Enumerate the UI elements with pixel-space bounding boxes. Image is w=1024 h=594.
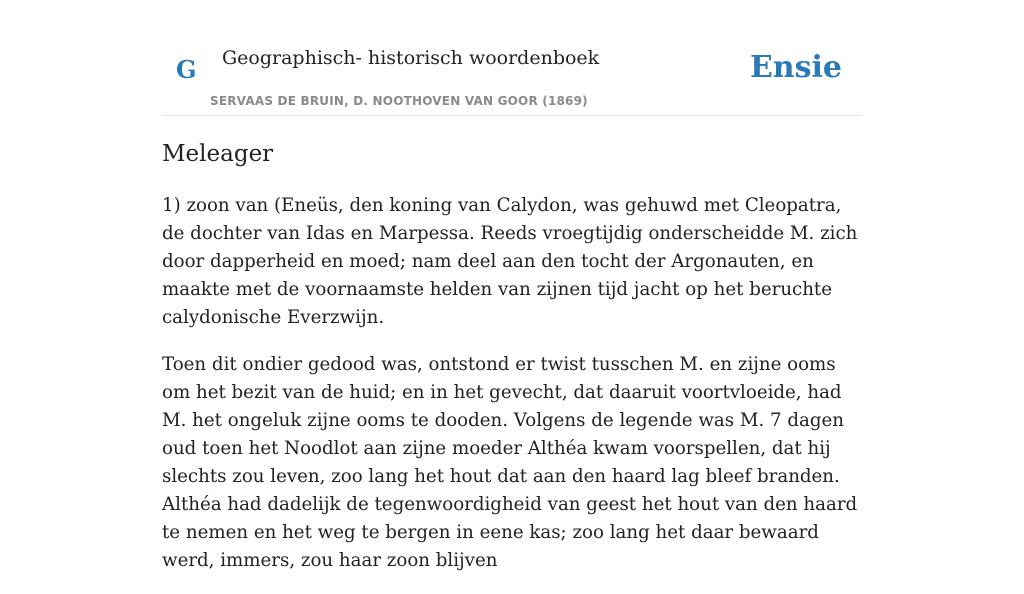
entry-paragraph: 1) zoon van (Eneüs, den koning van Calydon, was gehuwd met Cleopatra, de dochter van Idas en Marpessa. Reeds vroegtijdig onderscheidde M. zich door dapperheid en moed; nam deel aan den tocht der Argonauten, en maakte met de voornaamste helden van zijnen tijd jacht op het beruchte calydonische Everzwijn. xyxy=(162,195,858,328)
ensie-logo[interactable]: Ensie xyxy=(749,50,842,85)
entry-body xyxy=(162,192,862,594)
page xyxy=(162,0,862,571)
entry-title: Meleager xyxy=(162,141,274,167)
book-title[interactable]: Geographisch- historisch woordenboek xyxy=(222,47,600,69)
entry-paragraph: Toen dit ondier gedood was, ontstond er twist tusschen M. en zijne ooms om het bezit van de huid; en in het gevecht, dat daaruit voortvloeide, had M. het ongeluk zijne ooms te dooden. Volgens de legende was M. 7 dagen oud toen het Noodlot aan zijne moeder Althéa kwam voorspellen, dat hij slechts zou leven, zoo lang het hout dat aan den haard lag bleef branden. Althéa had dadelijk de tegenwoordigheid van geest het hout van den haard te nemen en het weg te bergen in eene kas; zoo lang het daar bewaard werd, immers, zou haar zoon blijven xyxy=(162,354,858,571)
book-author: SERVAAS DE BRUIN, D. NOOTHOVEN VAN GOOR (1869) xyxy=(210,94,588,108)
book-letter-icon[interactable]: G xyxy=(176,55,197,84)
header xyxy=(162,0,862,116)
